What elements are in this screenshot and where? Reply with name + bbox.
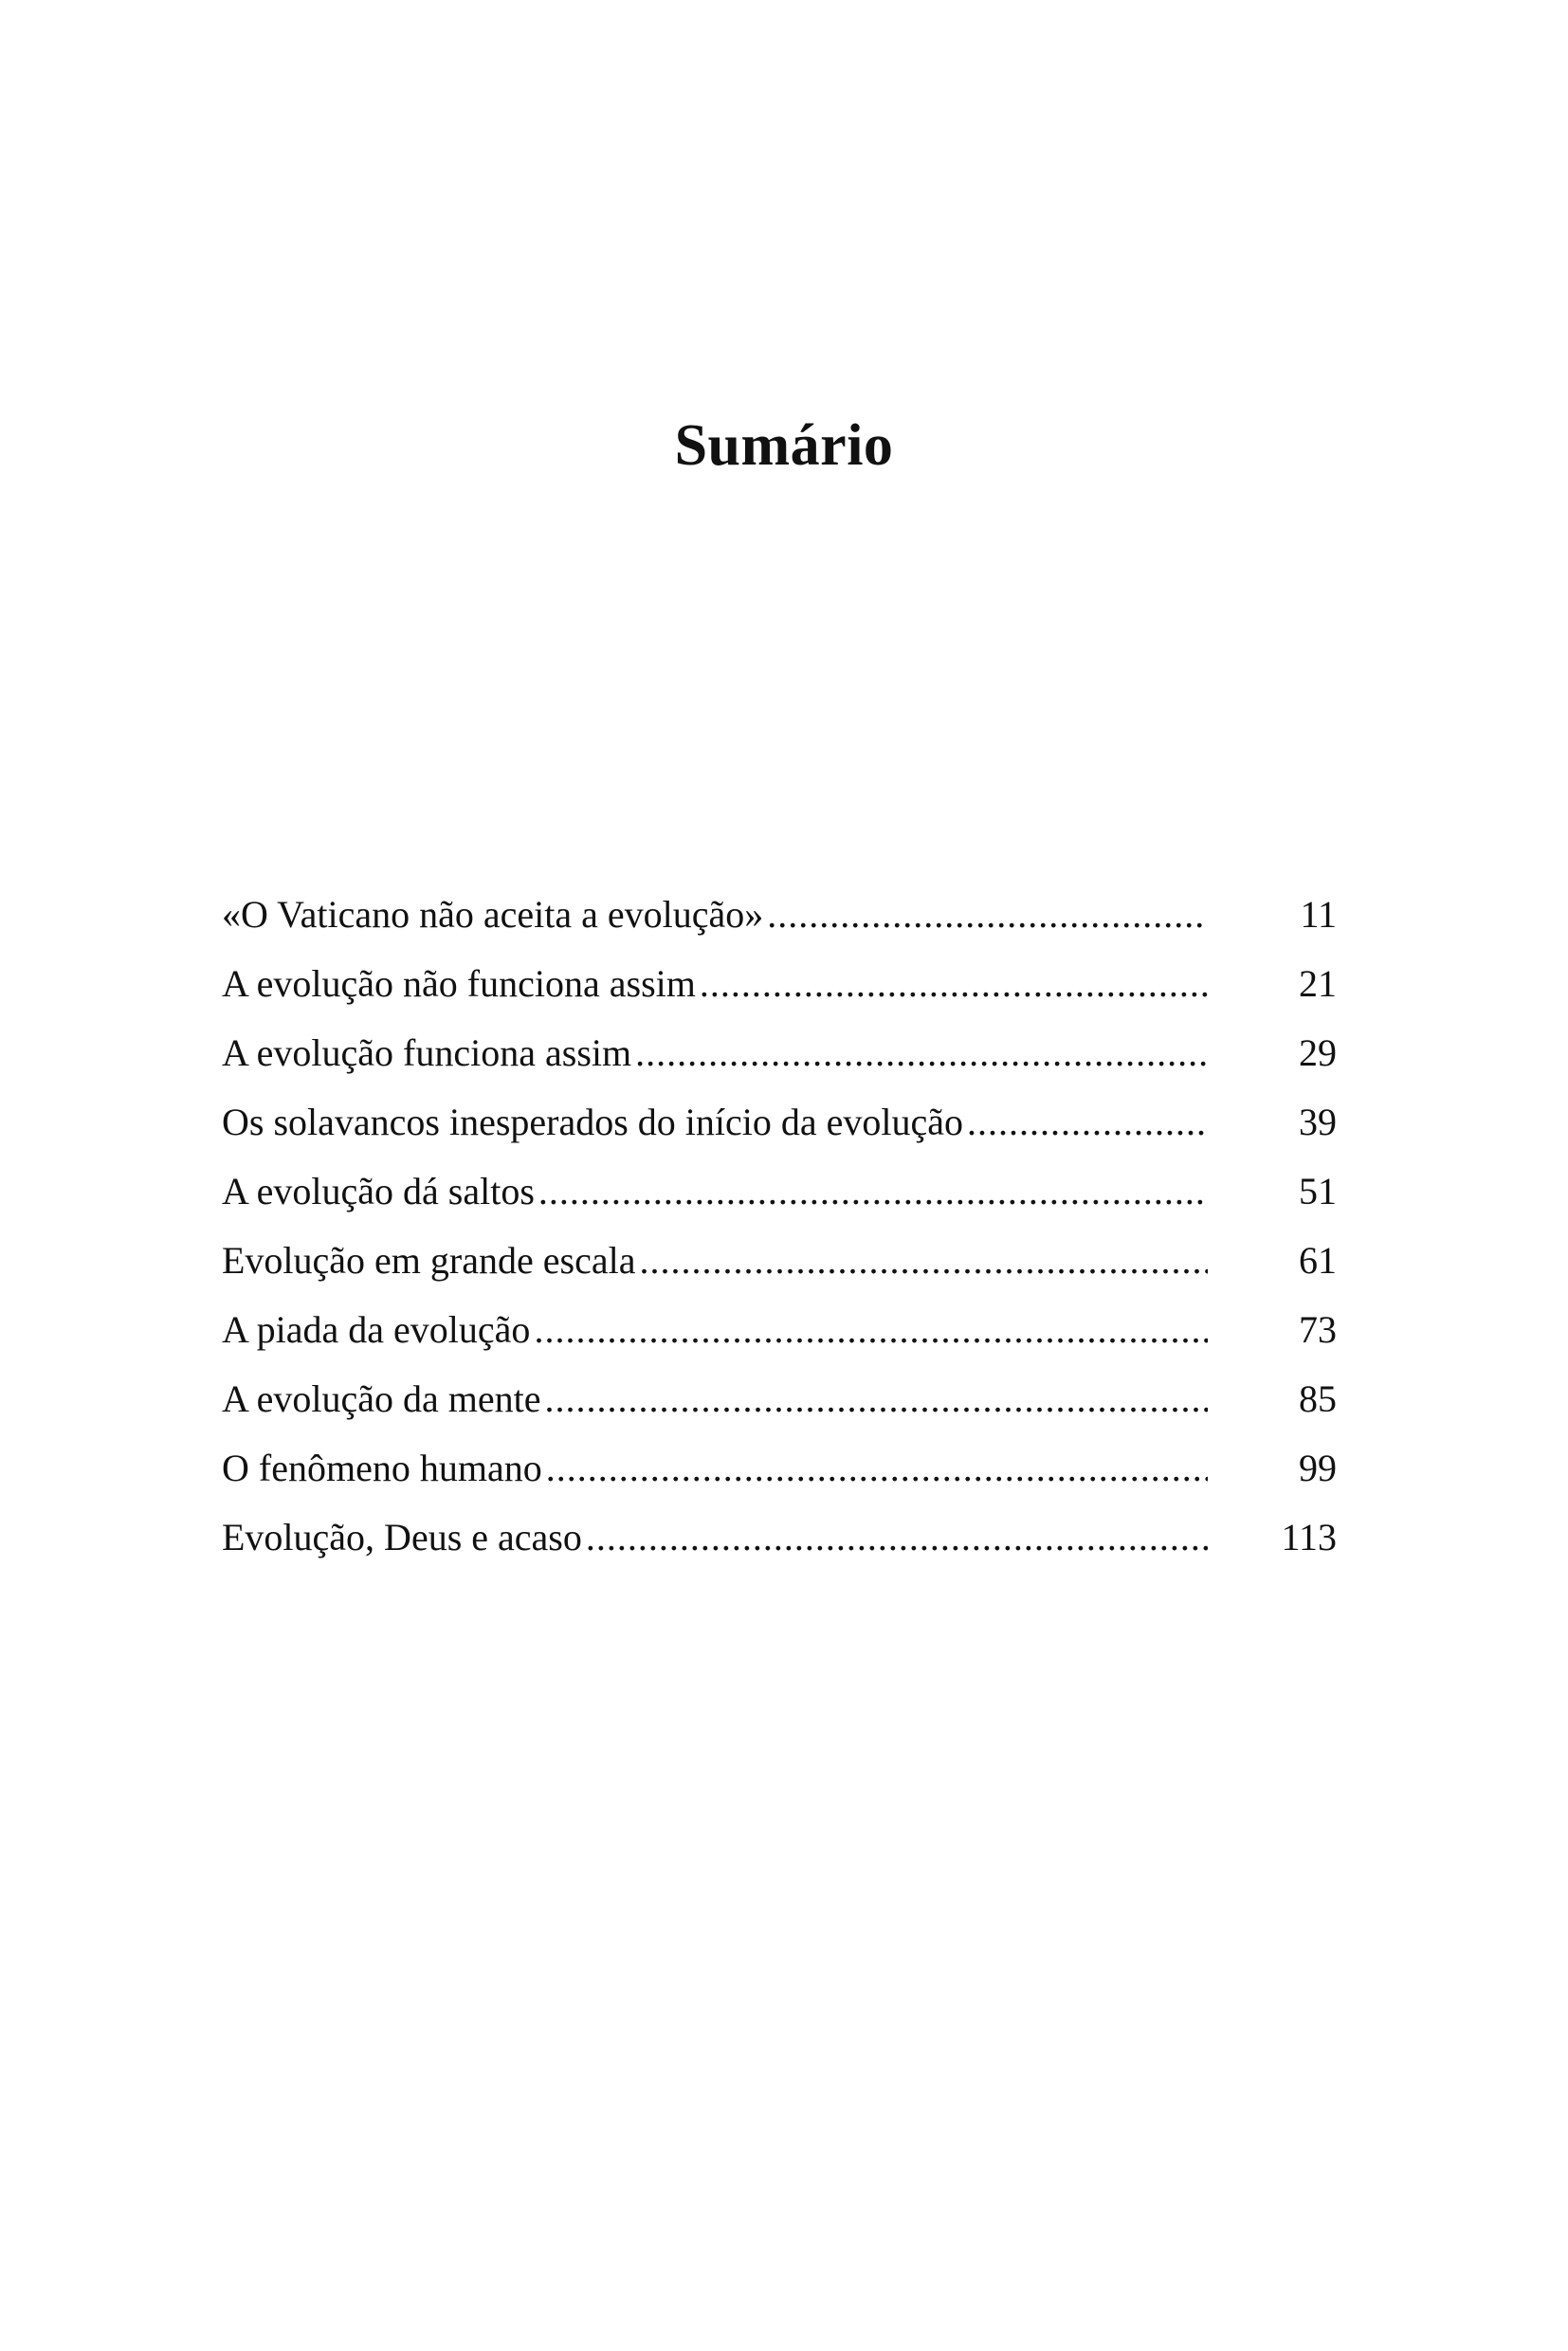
dot-leader xyxy=(639,1226,1208,1295)
toc-entry-title: A piada da evolução xyxy=(222,1308,531,1351)
dot-leader xyxy=(534,1295,1208,1364)
toc-entry xyxy=(222,1295,1337,1364)
toc-entry-page-number: 39 xyxy=(1299,1101,1337,1143)
toc-entry-title: Evolução em grande escala xyxy=(222,1239,636,1282)
toc-entry-page-number: 61 xyxy=(1299,1239,1337,1282)
toc-entry-title: A evolução não funciona assim xyxy=(222,962,696,1005)
toc-entry-title: Os solavancos inesperados do início da evolução xyxy=(222,1101,964,1143)
toc-entry xyxy=(222,1503,1337,1572)
dot-leader xyxy=(546,1433,1208,1503)
toc-entry-title: «O Vaticano não aceita a evolução» xyxy=(222,893,764,936)
dot-leader xyxy=(700,949,1208,1018)
dot-leader xyxy=(586,1503,1208,1572)
toc-entry-page-number: 99 xyxy=(1299,1447,1337,1489)
dot-leader xyxy=(967,1087,1208,1157)
toc-entry xyxy=(222,1226,1337,1295)
toc-entry xyxy=(222,1364,1337,1433)
toc-entry-page-number: 11 xyxy=(1300,893,1337,936)
toc-entry-title: A evolução da mente xyxy=(222,1377,541,1420)
dot-leader xyxy=(767,880,1208,949)
toc-entry xyxy=(222,1433,1337,1503)
dot-leader xyxy=(635,1018,1208,1087)
toc-entry xyxy=(222,949,1337,1018)
toc-entry xyxy=(222,1157,1337,1226)
toc-entry-title: A evolução funciona assim xyxy=(222,1031,632,1074)
toc-entry-page-number: 85 xyxy=(1299,1377,1337,1420)
page-title: Sumário xyxy=(674,413,894,478)
toc-entry xyxy=(222,1018,1337,1087)
toc-entry-page-number: 21 xyxy=(1299,962,1337,1005)
toc-entry-page-number: 51 xyxy=(1299,1170,1337,1212)
toc-entry-title: O fenômeno humano xyxy=(222,1447,542,1489)
table-of-contents xyxy=(222,880,1337,1572)
dot-leader xyxy=(538,1157,1208,1226)
toc-entry-title: A evolução dá saltos xyxy=(222,1170,535,1212)
toc-entry-page-number: 29 xyxy=(1299,1031,1337,1074)
toc-entry-title: Evolução, Deus e acaso xyxy=(222,1516,582,1558)
toc-entry-page-number: 73 xyxy=(1299,1308,1337,1351)
toc-entry xyxy=(222,1087,1337,1157)
dot-leader xyxy=(545,1364,1208,1433)
toc-entry xyxy=(222,880,1337,949)
toc-entry-page-number: 113 xyxy=(1281,1516,1337,1558)
